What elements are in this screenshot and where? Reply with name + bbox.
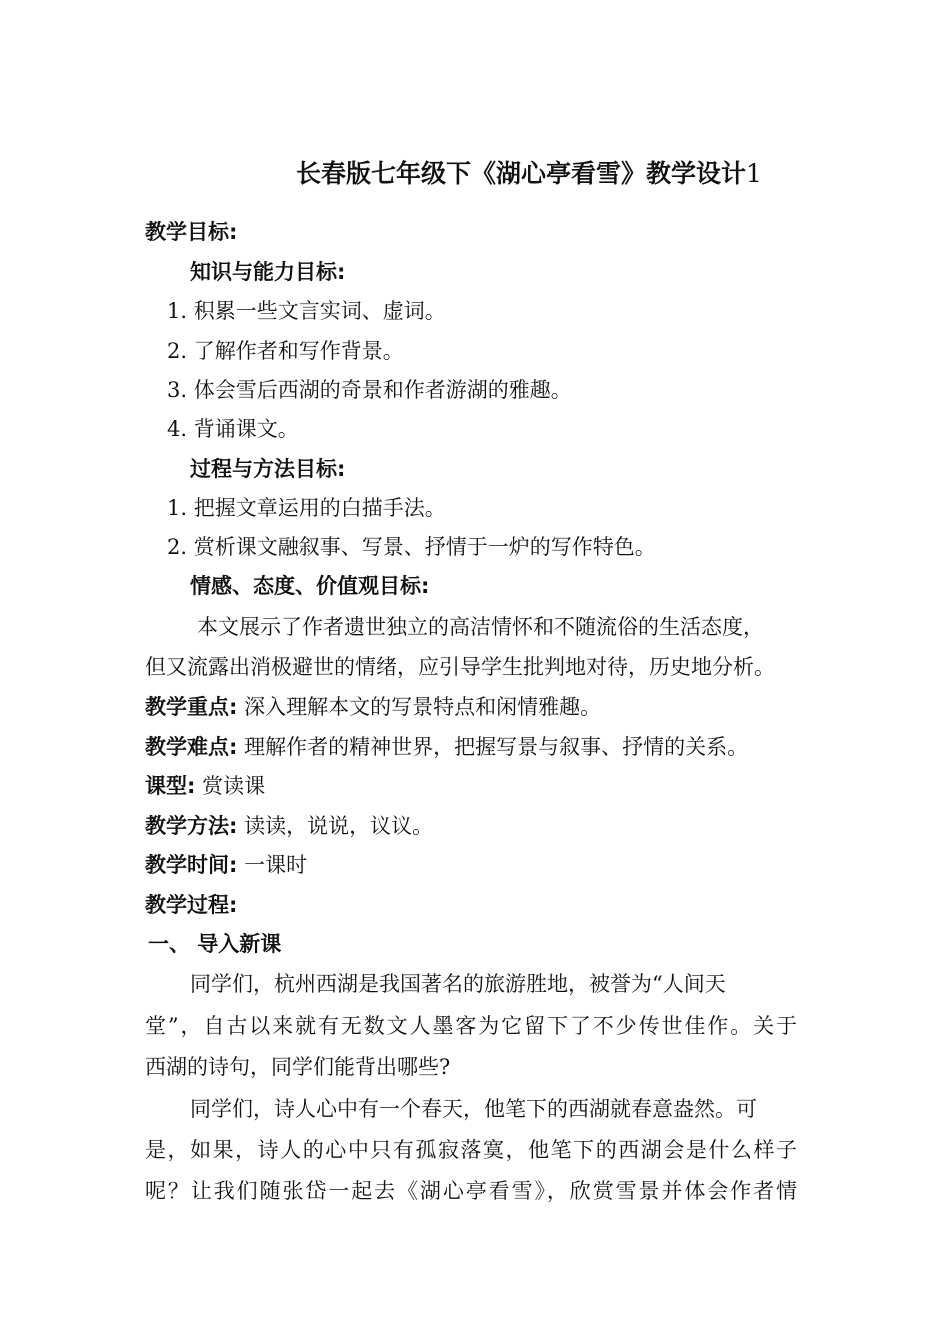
lesson-type — [145, 772, 265, 800]
list-item: 3. 体会雪后西湖的奇景和作者游湖的雅趣。 — [167, 378, 572, 402]
title-text: 长春版七年级下《湖心亭看雪》教学设计 — [296, 159, 747, 188]
teaching-method — [145, 812, 433, 840]
list-item: 4. 背诵课文。 — [167, 417, 299, 441]
difficulty-text: 理解作者的精神世界，把握写景与叙事、抒情的关系。 — [244, 735, 749, 759]
list-item: 2. 了解作者和写作背景。 — [167, 339, 404, 363]
paragraph-line: 西湖的诗句，同学们能背出哪些? — [145, 1055, 451, 1079]
process-heading: 过程与方法目标: — [190, 457, 346, 481]
section1-heading: 一、 导入新课 — [148, 932, 282, 956]
lesson-type-label: 课型: — [145, 774, 196, 798]
objectives-heading: 教学目标: — [145, 220, 238, 244]
paragraph-line: 是，如果，诗人的心中只有孤寂落寞，他笔下的西湖会是什么样子 — [145, 1138, 797, 1162]
teaching-time — [145, 851, 307, 879]
lesson-type-text: 赏读课 — [202, 774, 266, 798]
title-number: 1 — [746, 159, 762, 188]
process-section-heading: 教学过程: — [145, 893, 238, 917]
paragraph-line: 同学们，诗人心中有一个春天，他笔下的西湖就春意盎然。可 — [190, 1097, 757, 1121]
emotion-text-line1: 本文展示了作者遗世独立的高洁情怀和不随流俗的生活态度， — [197, 615, 764, 639]
teaching-focus — [145, 693, 601, 721]
list-item: 1. 积累一些文言实词、虚词。 — [167, 299, 446, 323]
emotion-heading: 情感、态度、价值观目标: — [190, 574, 430, 598]
list-item: 2. 赏析课文融叙事、写景、抒情于一炉的写作特色。 — [167, 535, 656, 559]
knowledge-heading: 知识与能力目标: — [190, 260, 346, 284]
time-label: 教学时间: — [145, 853, 238, 877]
document-title — [296, 158, 762, 190]
paragraph-line: 同学们，杭州西湖是我国著名的旅游胜地，被誉为“人间天 — [190, 972, 726, 996]
difficulty-label: 教学难点: — [145, 735, 238, 759]
time-text: 一课时 — [244, 853, 308, 877]
paragraph-line: 呢？让我们随张岱一起去《湖心亭看雪》，欣赏雪景并体会作者情 — [145, 1179, 797, 1203]
focus-text: 深入理解本文的写景特点和闲情雅趣。 — [244, 695, 602, 719]
method-label: 教学方法: — [145, 814, 238, 838]
list-item: 1. 把握文章运用的白描手法。 — [167, 496, 446, 520]
paragraph-line: 堂”，自古以来就有无数文人墨客为它留下了不少传世佳作。关于 — [145, 1014, 797, 1038]
focus-label: 教学重点: — [145, 695, 238, 719]
emotion-text-line2: 但又流露出消极避世的情绪，应引导学生批判地对待，历史地分析。 — [145, 655, 775, 679]
teaching-difficulty — [145, 733, 748, 761]
method-text: 读读，说说，议议。 — [244, 814, 434, 838]
